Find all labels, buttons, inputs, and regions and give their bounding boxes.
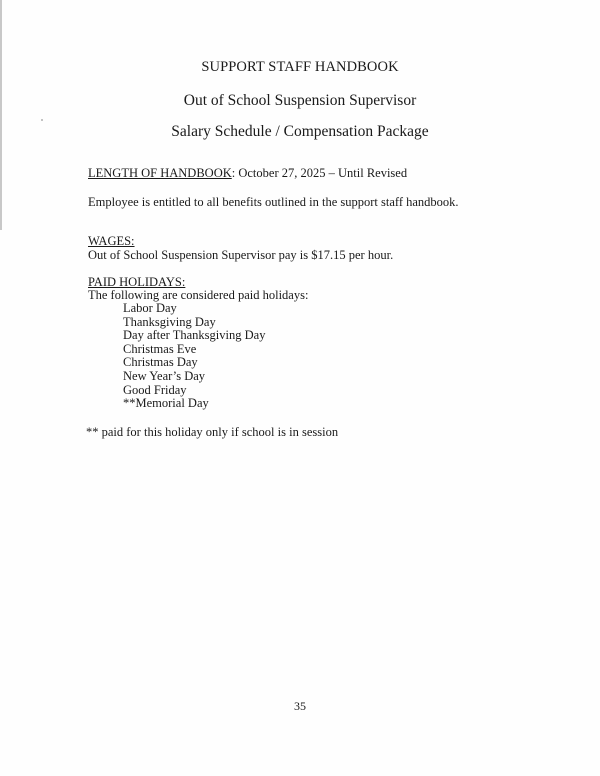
length-of-handbook-value: October 27, 2025 – Until Revised [235, 166, 408, 180]
holiday-item: **Memorial Day [123, 396, 209, 411]
scan-edge-line [0, 0, 2, 230]
page-number: 35 [294, 699, 306, 713]
holiday-item: Day after Thanksgiving Day [123, 328, 266, 343]
benefits-text: Employee is entitled to all benefits outlined in the support staff handbook. [88, 195, 459, 209]
holiday-item: Thanksgiving Day [123, 314, 216, 329]
position-title: Out of School Suspension Supervisor [183, 92, 417, 109]
holiday-list [123, 302, 265, 411]
length-separator: : [231, 166, 236, 180]
length-of-handbook-label: LENGTH OF HANDBOOK [88, 166, 232, 180]
scan-speck [41, 119, 43, 121]
wages-heading: WAGES: [88, 234, 135, 248]
wages-text: Out of School Suspension Supervisor pay is $17.15 per hour. [88, 248, 394, 262]
holiday-item: New Year’s Day [123, 368, 206, 383]
paid-holidays-intro: The following are considered paid holidays: [88, 288, 309, 302]
holiday-item: Christmas Eve [123, 341, 197, 356]
holiday-item: Labor Day [123, 301, 177, 315]
holiday-footnote: ** paid for this holiday only if school is in session [86, 425, 339, 439]
length-of-handbook [88, 166, 407, 180]
document-title: SUPPORT STAFF HANDBOOK [201, 59, 399, 75]
document-subtitle: Salary Schedule / Compensation Package [171, 123, 429, 140]
paid-holidays-heading: PAID HOLIDAYS: [88, 275, 186, 289]
holiday-item: Christmas Day [123, 355, 198, 370]
holiday-item: Good Friday [123, 382, 187, 397]
